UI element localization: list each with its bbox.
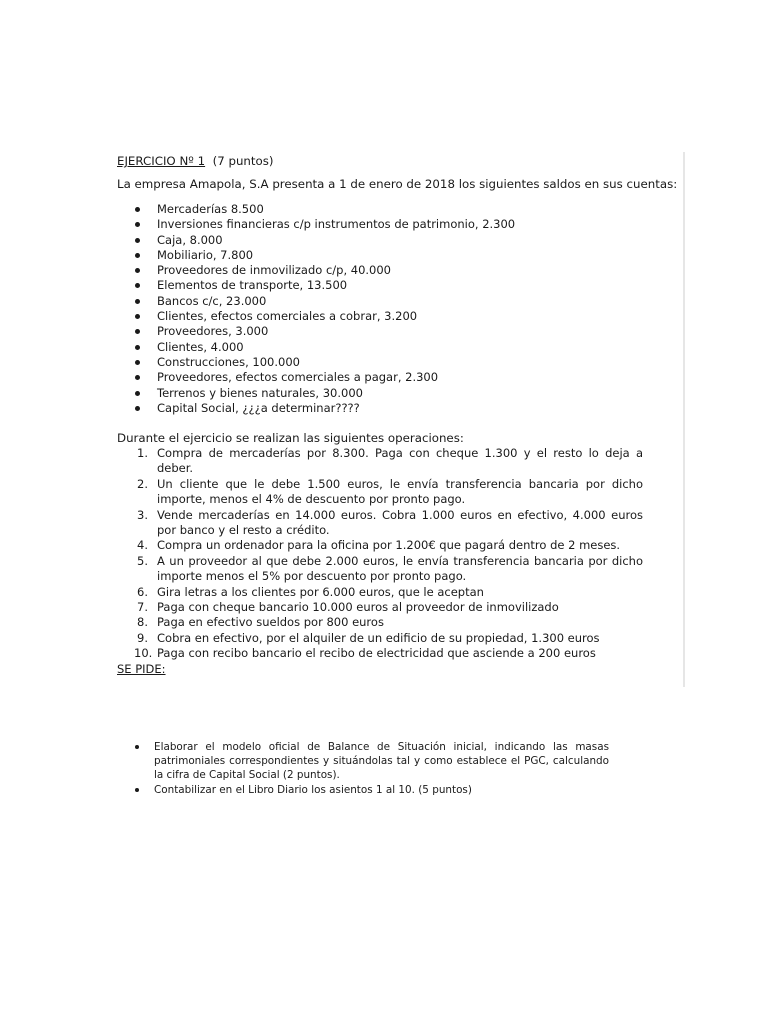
operation-text: Un cliente que le debe 1.500 euros, le envía transferencia bancaria por dicho importe, menos el 4% de descuento por pronto pago.: [157, 476, 643, 507]
list-item: [135, 294, 515, 309]
operation-number: 1.: [137, 446, 148, 460]
list-item: [135, 324, 515, 339]
list-item: [117, 477, 643, 508]
operation-number: 4.: [137, 538, 148, 553]
operation-number: 7.: [137, 600, 148, 615]
list-item: [135, 340, 515, 355]
operations-list: [117, 446, 643, 662]
list-item: [117, 631, 643, 646]
requirement-text: Elaborar el modelo oficial de Balance de Situación inicial, indicando las masas patrimoniales correspondientes y situándolas tal y como establece el PGC, calculando la cifra de Capital Social (2 puntos).: [154, 741, 609, 782]
account-label: Mercaderías 8.500: [157, 202, 264, 216]
operation-text: Paga en efectivo sueldos por 800 euros: [157, 615, 384, 630]
operation-number: 6.: [137, 584, 148, 599]
list-item: [117, 538, 643, 553]
bullet-icon: [135, 406, 140, 411]
bullet-icon: [135, 268, 140, 273]
bullet-icon: [135, 360, 140, 365]
operation-number: 5.: [137, 553, 148, 568]
requirements-list: [135, 740, 609, 797]
list-item: [117, 585, 643, 600]
list-item: [135, 278, 515, 293]
bullet-icon: [135, 391, 140, 396]
operation-text: Cobra en efectivo, por el alquiler de un edificio de su propiedad, 1.300 euros: [157, 630, 600, 645]
operation-text: A un proveedor al que debe 2.000 euros, le envía transferencia bancaria por dicho importe menos el 5% por descuento por pronto pago.: [157, 553, 643, 584]
bullet-icon: [135, 283, 140, 288]
list-item: [135, 370, 515, 385]
account-label: Proveedores, efectos comerciales a pagar, 2.300: [157, 370, 439, 385]
list-item: [135, 217, 515, 232]
account-label: Inversiones financieras c/p instrumentos de patrimonio, 2.300: [157, 217, 516, 232]
bullet-icon: [135, 375, 140, 380]
account-label: Construcciones, 100.000: [157, 354, 300, 369]
account-balances-list: [135, 202, 515, 416]
bullet-icon: [135, 238, 140, 243]
account-label: Clientes, efectos comerciales a cobrar, 3.200: [157, 309, 418, 324]
account-label: Capital Social, ¿¿¿a determinar????: [157, 400, 360, 415]
requirements-heading: SE PIDE:: [117, 662, 166, 676]
operation-number: 3.: [137, 507, 148, 522]
account-label: Mobiliario, 7.800: [157, 247, 254, 262]
bullet-icon: [135, 222, 140, 227]
list-item: [117, 646, 643, 661]
operation-text: Gira letras a los clientes por 6.000 euros, que le aceptan: [157, 584, 484, 599]
page-edge-divider: [683, 152, 685, 687]
list-item: [135, 263, 515, 278]
operation-text: Compra un ordenador para la oficina por 1.200€ que pagará dentro de 2 meses.: [157, 538, 621, 553]
bullet-icon: [135, 314, 140, 319]
bullet-icon: [135, 299, 140, 304]
operation-number: 8.: [137, 615, 148, 630]
list-item: [135, 386, 515, 401]
bullet-icon: [135, 253, 140, 258]
account-label: Bancos c/c, 23.000: [157, 293, 267, 308]
account-label: Elementos de transporte, 13.500: [157, 278, 348, 293]
list-item: [135, 355, 515, 370]
list-item: [117, 554, 643, 585]
list-item: [117, 615, 643, 630]
exercise-heading: [117, 154, 274, 168]
bullet-icon: [135, 788, 139, 792]
list-item: [135, 783, 609, 797]
list-item: [135, 248, 515, 263]
operations-intro: Durante el ejercicio se realizan las siguientes operaciones:: [117, 431, 464, 445]
operation-number: 9.: [137, 630, 148, 645]
list-item: [117, 600, 643, 615]
bullet-icon: [135, 345, 140, 350]
account-label: Caja, 8.000: [157, 232, 223, 247]
account-label: Terrenos y bienes naturales, 30.000: [157, 385, 363, 400]
exercise-title: EJERCICIO Nº 1: [117, 154, 206, 168]
list-item: [135, 202, 515, 217]
bullet-icon: [135, 207, 140, 212]
list-item: [135, 233, 515, 248]
bullet-icon: [135, 329, 140, 334]
exercise-points: (7 puntos): [212, 154, 274, 168]
account-label: Proveedores de inmovilizado c/p, 40.000: [157, 263, 391, 278]
operation-text: Compra de mercaderías por 8.300. Paga con cheque 1.300 y el resto lo deja a deber.: [157, 446, 643, 476]
list-item: [135, 740, 609, 783]
list-item: [117, 508, 643, 539]
list-item: [135, 401, 515, 416]
operation-text: Paga con recibo bancario el recibo de electricidad que asciende a 200 euros: [157, 646, 596, 661]
requirement-text: Contabilizar en el Libro Diario los asientos 1 al 10. (5 puntos): [154, 783, 472, 796]
list-item: [117, 446, 643, 477]
account-label: Proveedores, 3.000: [157, 324, 269, 339]
operation-text: Paga con cheque bancario 10.000 euros al proveedor de inmovilizado: [157, 600, 559, 615]
account-label: Clientes, 4.000: [157, 339, 244, 354]
bullet-icon: [135, 745, 139, 749]
operation-number: 10.: [134, 646, 153, 661]
operation-number: 2.: [137, 476, 148, 491]
exercise-intro: La empresa Amapola, S.A presenta a 1 de enero de 2018 los siguientes saldos en sus cuentas:: [117, 177, 678, 191]
list-item: [135, 309, 515, 324]
operation-text: Vende mercaderías en 14.000 euros. Cobra 1.000 euros en efectivo, 4.000 euros por banco y el resto a crédito.: [157, 507, 643, 538]
